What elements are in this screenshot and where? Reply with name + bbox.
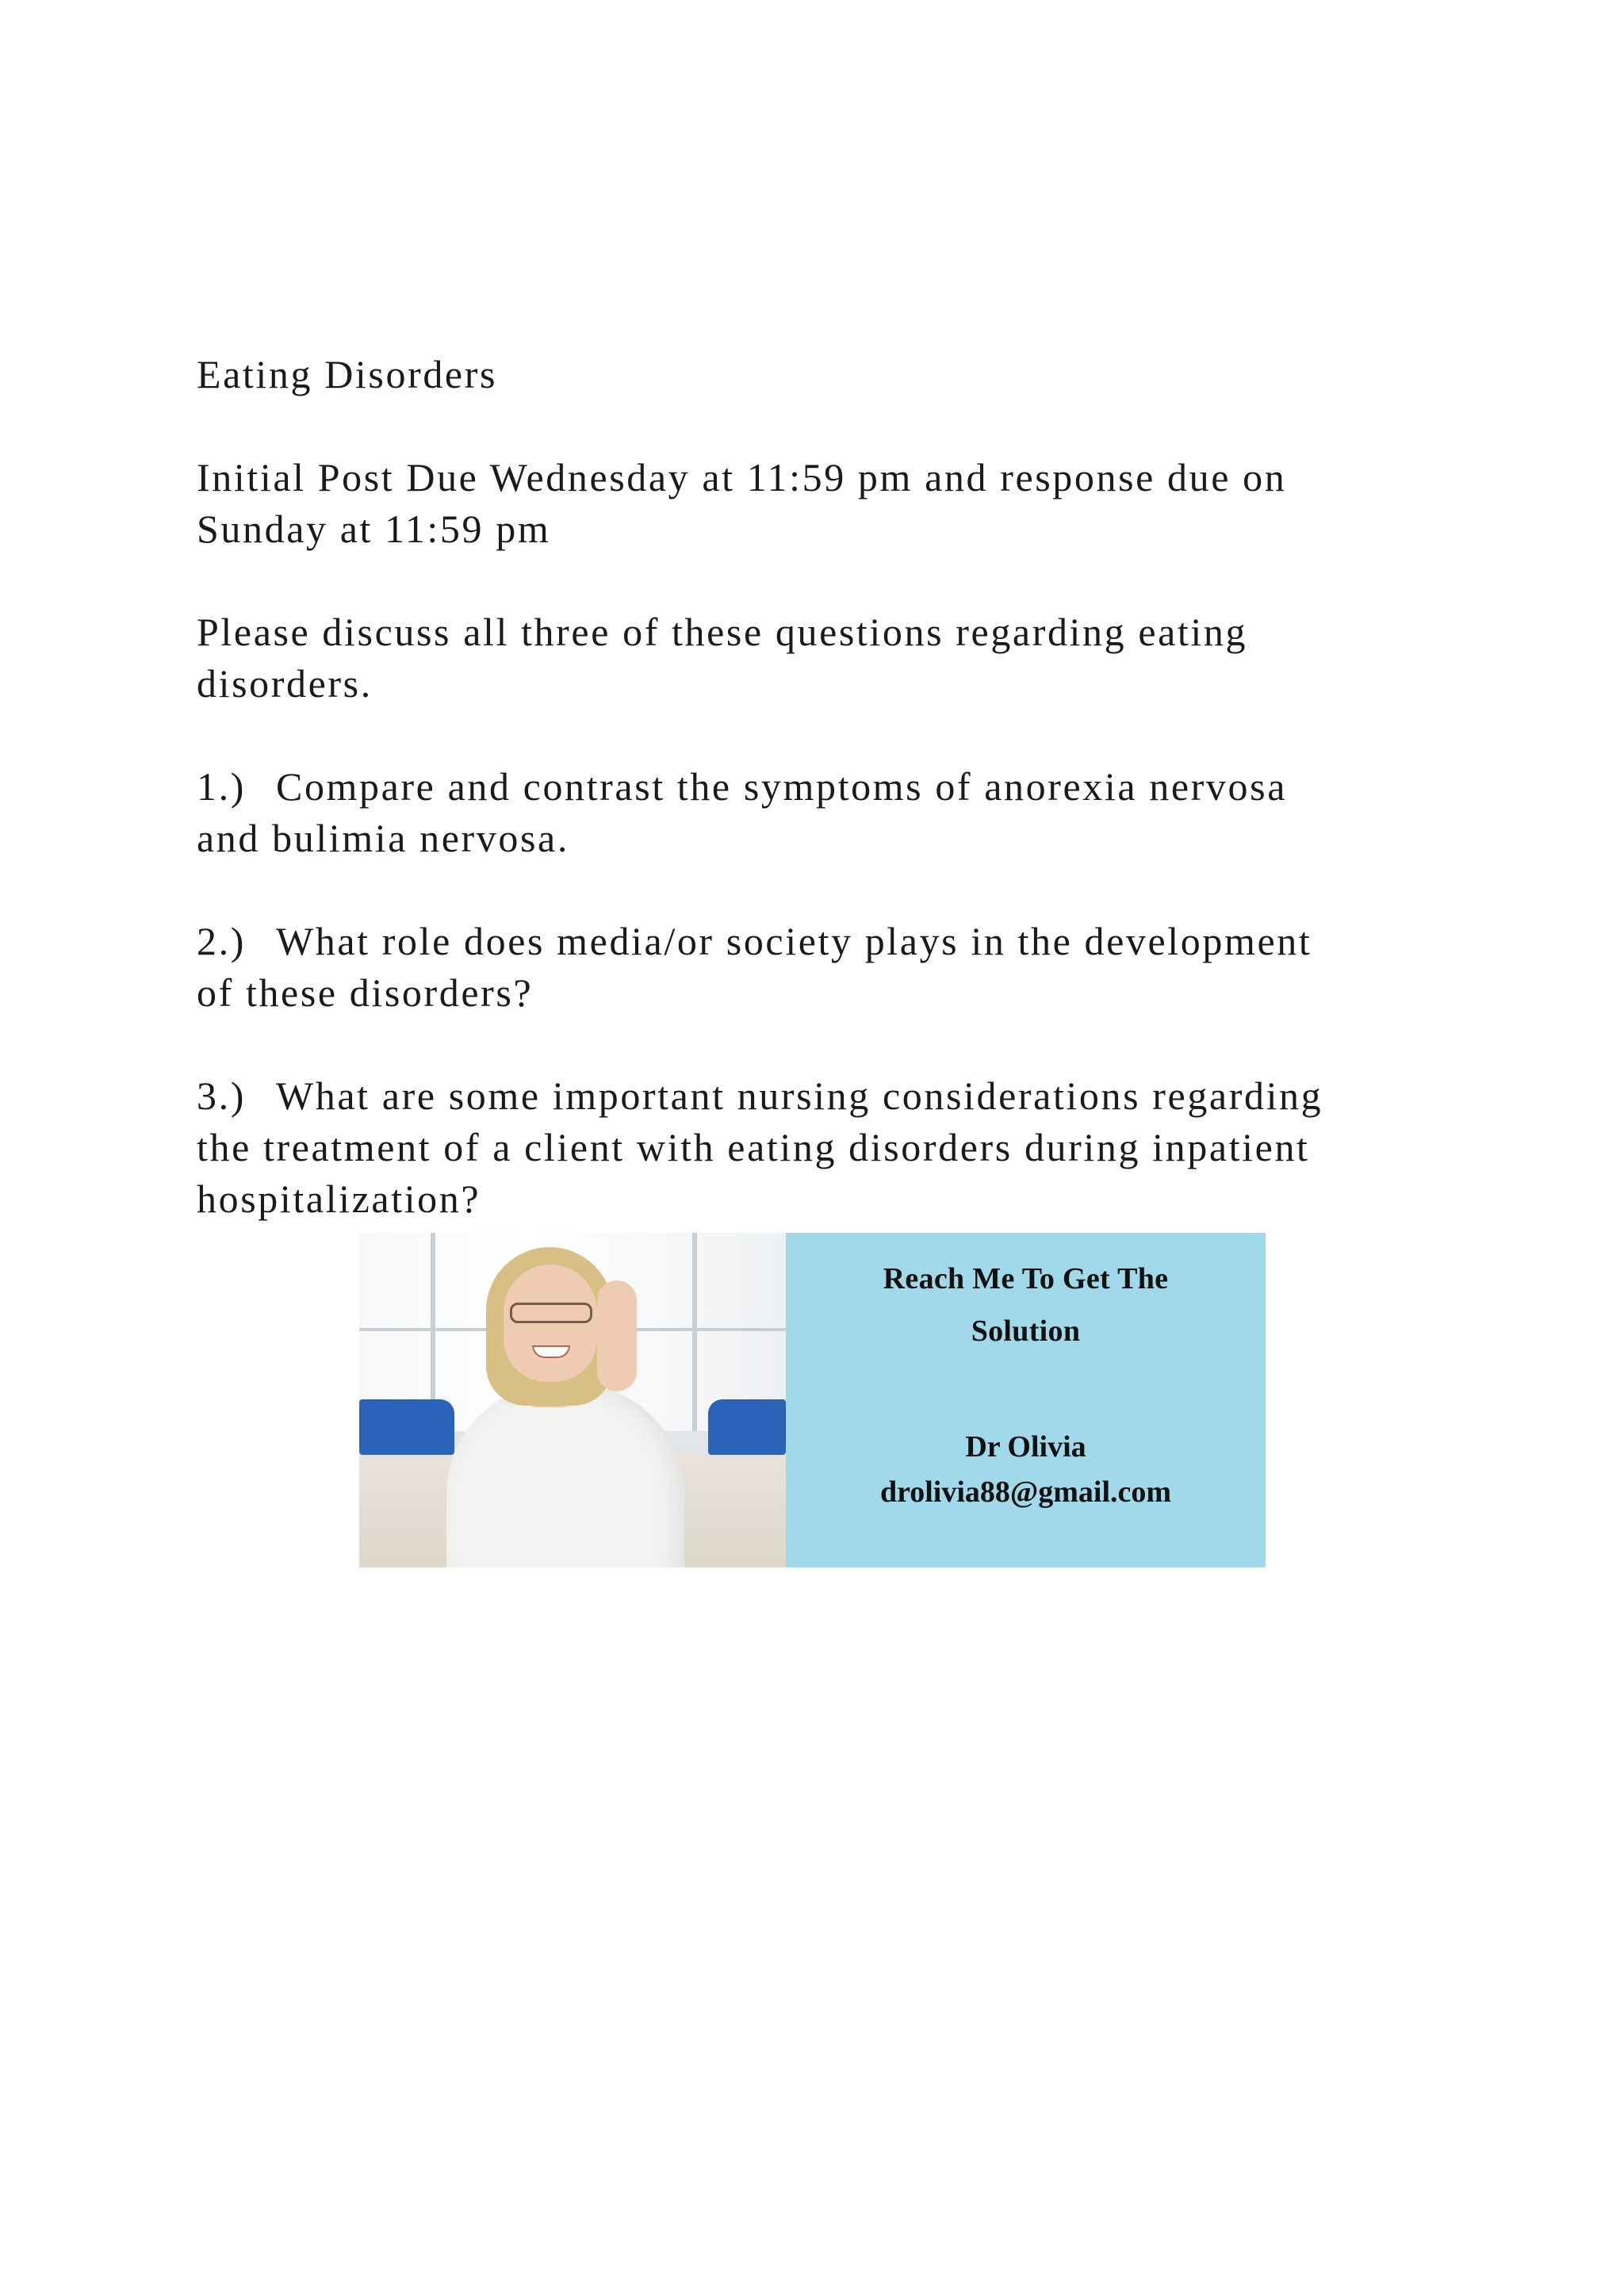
promo-headline [786, 1253, 1266, 1357]
question-text: What are some important nursing considerations regarding the treatment of a client with eating disorders during inpatient hospitalization? [197, 1073, 1323, 1221]
due-date-note: Initial Post Due Wednesday at 11:59 pm and response due on Sunday at 11:59 pm [197, 455, 1287, 551]
tutor-photo [359, 1233, 786, 1567]
contact-card [786, 1233, 1266, 1567]
document-body [197, 349, 1418, 1225]
instructions-text: Please discuss all three of these questions regarding eating disorders. [197, 610, 1248, 706]
promo-banner [359, 1233, 1266, 1567]
glasses-icon [510, 1303, 592, 1323]
question-2 [197, 916, 1418, 1019]
question-number: 3.) [197, 1073, 246, 1118]
contact-email: drolivia88@gmail.com [879, 1475, 1172, 1509]
promo-headline-line: Reach Me To Get The [883, 1262, 1169, 1295]
question-number: 2.) [197, 919, 246, 963]
question-3 [197, 1070, 1418, 1225]
question-text: What role does media/or society plays in the development of these disorders? [197, 919, 1312, 1015]
question-1 [197, 761, 1418, 864]
contact-name: Dr Olivia [965, 1430, 1086, 1464]
document-title: Eating Disorders [197, 352, 498, 396]
question-text: Compare and contrast the symptoms of anorexia nervosa and bulimia nervosa. [197, 764, 1287, 860]
promo-headline-line: Solution [971, 1314, 1081, 1348]
question-number: 1.) [197, 764, 246, 809]
